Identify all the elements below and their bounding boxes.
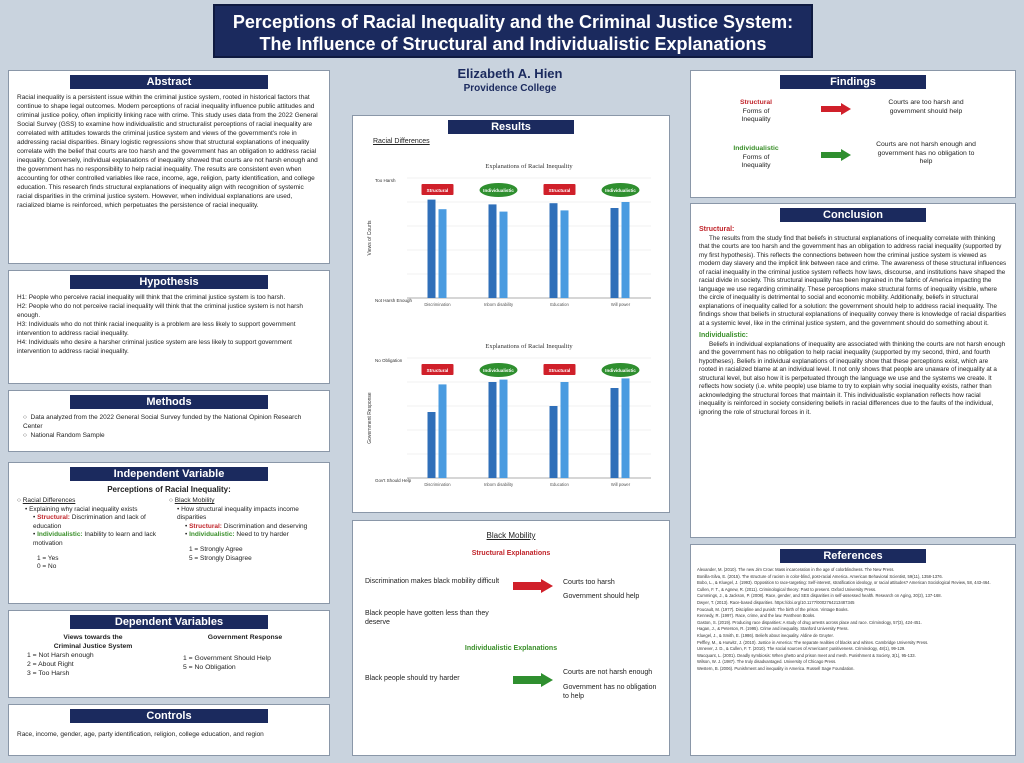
independent-subtitle: Perceptions of Racial Inequality:: [107, 485, 231, 494]
structural-heading: Structural Explanations: [471, 550, 551, 557]
references-list: [691, 567, 1015, 672]
results-panel: [352, 115, 670, 513]
abstract-panel: [8, 70, 330, 264]
bar: [428, 200, 436, 298]
courts-chart: [361, 148, 661, 328]
poster-title: [213, 4, 813, 58]
bar: [500, 380, 508, 478]
racial-differences-col: ○ Racial Differences • Explaining why racial inequality exists • Structural: Discrimination and lack of education • Individualistic: Inability to learn and lack motivation 1 = Yes 0 = No: [17, 497, 156, 571]
findings-individual-label: Individualistic: [733, 145, 779, 152]
hypothesis-heading: Hypothesis: [70, 275, 268, 289]
hypothesis-item: H2: People who do not perceive racial inequality will think that the criminal justice system is not harsh enough.: [17, 303, 303, 319]
conclusion-heading: Conclusion: [780, 208, 926, 222]
hypothesis-panel: [8, 270, 330, 384]
dependent-panel: Dependent Variables Views towards the Criminal Justice System 1 = Not Harsh enough 2 = About Right 3 = Too Harsh Government Response 1 = Government Should Help 5 = No Obligation: [8, 610, 330, 698]
abstract-text: Racial inequality is a persistent issue within the criminal justice system, rooted in historical factors that continue to shape legal outcomes. Modern perceptions of racial inequality influence public attitudes and criminal justice policy, often implicitly linking race with crime. This study uses data from the 2022 General Social Survey (GSS) to examine how individualistic and structuralist perceptions of racial inequality are correlated with attitudes towards the criminal justice system and views of the government's role in addressing racial disparities. Binary logistic regressions show that structural explanations of inequality correlate with the belief that courts are too harsh and the government has an obligation to address racial inequality. Conversely, individual explanations of inequality showed that courts are not harsh enough and the government has no responsibility to help racial inequality. The results are consistent even when accounting for other controlled variables like race, income, age, religion, party identification, and college education. This research finds structural explanations of inequality align with recognition of systemic racial disparities in the criminal justice system. However, when individual explanations are used, racialized blame is reinforced, which perpetuates the persistence of racial inequality.: [17, 94, 318, 209]
bar: [561, 382, 569, 478]
black-mobility-heading: Black Mobility: [486, 531, 536, 540]
controls-text: Race, income, gender, age, party identification, religion, college education, and region: [17, 731, 264, 738]
x-tick-label: Inborn disability: [483, 302, 514, 307]
abstract-heading: Abstract: [70, 75, 268, 89]
hypothesis-item: H3: Individuals who do not think racial inequality is a problem are less likely to support government intervention to address racial inequality.: [17, 321, 296, 337]
reference-item: Foucault, M. (1977). Discipline and punish: The birth of the prison. Vintage Books.: [697, 606, 849, 612]
methods-item: ○ National Random Sample: [23, 432, 105, 439]
reference-item: Wilson, W. J. (1987). The truly disadvantaged. University of Chicago Press.: [697, 659, 837, 665]
x-tick-label: Will power: [610, 482, 631, 487]
bm-structural-out-2: Government should help: [563, 593, 640, 600]
reference-item: Kennedy, R. (1997). Race, crime, and the law. Pantheon Books.: [697, 613, 816, 619]
x-tick-label: Inborn disability: [483, 482, 514, 487]
reference-item: Cullen, F. T., & Agnew, R. (2011). Criminological theory: Past to present. Oxford University Press.: [697, 586, 877, 592]
findings-structural-label: Structural: [739, 99, 773, 106]
bm-structural-out-1: Courts too harsh: [563, 579, 615, 586]
x-tick-label: Discrimination: [424, 302, 451, 307]
bm-structural-1: Discrimination makes black mobility difficult: [365, 578, 500, 585]
reference-item: Bonilla-Silva, E. (2015). The structure of racism in color-blind, post-racial America. American Behavioral Scientist, 59(11), 1358-1376.: [697, 573, 943, 579]
x-tick-label: Education: [550, 482, 569, 487]
bar: [550, 203, 558, 298]
methods-panel: [8, 390, 330, 452]
methods-heading: Methods: [70, 395, 268, 409]
x-tick-label: Education: [550, 302, 569, 307]
green-arrow-icon: [513, 673, 553, 687]
callout-label: Structural: [426, 368, 449, 373]
callout-label: Structural: [426, 188, 449, 193]
red-arrow-icon: [821, 103, 851, 115]
structural-callout: [422, 184, 454, 195]
independent-heading: Independent Variable: [70, 467, 268, 481]
bullet-icon: ○: [17, 497, 23, 504]
controls-panel: [8, 704, 330, 756]
conclusion-individual-text: Beliefs in individual explanations of inequality are associated with thinking the courts are not harsh enough and the government has no obligation to help racial inequality (supported by my second, third, and fourth hypotheses). Beliefs in individual explanations of inequality show that these perceptions exist, which are rooted in racialized blame at an individual level. It not only shows that people are unaware of inequality at a structural level, but also how it is perpetuated through the language we use and the systems we create. It reflects how society (i.e. white people) use blame to try to explain why social inequality exists, rather than acknowledging the structural forces that maintain it. This individualistic explanation reflects how racial inequality is reinforced in society considering beliefs in racial differences due to the faults of the individual, ignoring the role of structural forces in it.: [699, 340, 1006, 416]
y-tick-top: Too Harsh: [375, 178, 396, 183]
individualistic-callout: [480, 183, 518, 197]
chart-title: Explanations of Racial Inequality: [485, 163, 573, 170]
reference-item: Western, B. (2006). Punishment and inequality in America. Russell Sage Foundation.: [697, 665, 855, 671]
bar: [550, 406, 558, 478]
callout-label: Structural: [548, 368, 571, 373]
findings-individual-out: Courts are not harsh enough and government has no obligation to help: [876, 141, 976, 165]
bar: [428, 412, 436, 478]
y-axis-label: Views of Courts: [367, 220, 373, 256]
bar: [500, 212, 508, 298]
bar: [489, 382, 497, 478]
findings-structural-out: Courts are too harsh and government should help: [888, 99, 964, 115]
title-line-1: Perceptions of Racial Inequality and the Criminal Justice System:: [232, 12, 794, 32]
bullet-icon: ○: [23, 432, 31, 439]
author-name: Elizabeth A. Hien: [457, 66, 563, 81]
green-arrow-icon: [821, 149, 851, 161]
hypothesis-item: H1: People who perceive racial inequality will think that the criminal justice system is too harsh.: [17, 294, 286, 301]
reference-item: Dwyer, T. (2013). Race-based disparities. https://doi.org/10.1177/0002764213487345: [697, 599, 855, 605]
author-block: [410, 66, 610, 94]
references-heading: References: [780, 549, 926, 563]
bar: [611, 208, 619, 298]
bar: [622, 378, 630, 478]
reference-item: Alexander, M. (2010). The new Jim Crow: Mass incarceration in the age of colorblindness. The New Press.: [697, 567, 895, 572]
y-tick-top: No Obligation: [375, 358, 403, 363]
reference-item: Kluegel, J., & Smith, E. (1986). Beliefs about inequality. Aldine de Gruyter.: [697, 632, 834, 638]
black-mobility-panel: [352, 520, 670, 756]
structural-callout: [422, 364, 454, 375]
conclusion-individual-title: Individualistic:: [699, 332, 749, 339]
callout-label: Individualistic: [483, 368, 514, 373]
bar: [439, 209, 447, 298]
reference-item: Wacquant, L. (2001). Deadly symbiosis: When ghetto and prison meet and mesh. Punishment & Society, 3(1), 95-133.: [697, 652, 916, 658]
y-tick-bottom: Gov't Should Help: [375, 478, 412, 483]
individualistic-callout: [602, 183, 640, 197]
references-panel: [690, 544, 1016, 756]
callout-label: Structural: [548, 188, 571, 193]
structural-callout: [544, 364, 576, 375]
reference-item: Gaston, S. (2019). Producing race disparities: A study of drug arrests across place and race. Criminology, 57(3), 424-451.: [697, 619, 922, 625]
y-tick-bottom: Not Harsh Enough: [375, 298, 413, 303]
individualistic-callout: [480, 363, 518, 377]
government-chart: [361, 328, 661, 508]
callout-label: Individualistic: [605, 368, 636, 373]
individualistic-heading: Individualistic Explanations: [464, 645, 558, 652]
title-line-2: The Influence of Structural and Individualistic Explanations: [259, 34, 767, 54]
conclusion-structural-title: Structural:: [699, 226, 735, 233]
bm-individual-out-1: Courts are not harsh enough: [563, 669, 653, 676]
y-axis-label: Government Response: [367, 392, 373, 444]
bar: [439, 384, 447, 478]
callout-label: Individualistic: [483, 188, 514, 193]
bar: [489, 204, 497, 298]
individualistic-callout: [602, 363, 640, 377]
x-tick-label: Will power: [610, 302, 631, 307]
results-heading: Results: [448, 120, 574, 134]
bar: [611, 388, 619, 478]
structural-callout: [544, 184, 576, 195]
bm-individual-1: Black people should try harder: [365, 675, 460, 682]
reference-item: Bobo, L., & Kluegel, J. (1993). Opposition to race-targeting: Self-interest, stratification ideology, or racial attitudes? American Sociological Review, 58, 443-464.: [697, 580, 991, 586]
reference-item: Cummings, J., & Jackson, P. (2008). Race, gender, and SES disparities in self-assessed health. Research on Aging, 30(2), 137-168.: [697, 593, 942, 599]
bm-structural-2: Black people have gotten less than they deserve: [365, 610, 489, 626]
black-mobility-col: ○ Black Mobility • How structural inequality impacts income disparities • Structural: Discrimination and deserving • Individualistic: Need to try harder 1 = Strongly Agree 5 = Strongly Disagree: [169, 497, 308, 562]
bullet-icon: ○: [169, 497, 175, 504]
methods-item: ○ Data analyzed from the 2022 General Social Survey funded by the National Opinion Research Center: [23, 414, 302, 430]
conclusion-panel: [690, 203, 1016, 538]
bar: [561, 210, 569, 298]
reference-item: Peffley, M., & Hurwitz, J. (2010). Justice in America: The separate realities of blacks and whites. Cambridge University Press.: [697, 639, 929, 645]
findings-heading: Findings: [780, 75, 926, 89]
findings-panel: Findings Structural Forms of Inequality Courts are too harsh and government should help Individualistic Forms of Inequality Courts are not harsh enough and government has no obligation to help: [690, 70, 1016, 198]
dependent-heading: Dependent Variables: [70, 615, 268, 629]
author-college: Providence College: [463, 83, 557, 94]
independent-panel: [8, 462, 330, 604]
red-arrow-icon: [513, 579, 553, 593]
bm-individual-out-2: Government has no obligation to help: [563, 684, 657, 700]
bar: [622, 202, 630, 298]
x-tick-label: Discrimination: [424, 482, 451, 487]
results-subheading: Racial Differences: [373, 138, 430, 145]
reference-item: Unnever, J. D., & Cullen, F. T. (2010). The social sources of Americans' punitiveness. Criminology, 48(1), 99-129.: [697, 646, 906, 652]
reference-item: Hagan, J., & Peterson, R. (1995). Crime and inequality. Stanford University Press.: [697, 626, 849, 632]
chart-title: Explanations of Racial Inequality: [485, 343, 573, 350]
conclusion-structural-text: The results from the study find that beliefs in structural explanations of inequality correlate with thinking that the courts are too harsh and the government has an obligation to address racial inequality (supported by my first hypothesis). This reflects the connections between how the criminal justice system is viewed as modern day slavery and the implicit link between race and crime. The awareness of these structural influences of racial inequality in the criminal justice system reflects how laws, discourse, and institutions have shaped the racial divide in society. This structural inequality has been ingrained in the fabric of America impacting the language we use regarding criminality. These perceptions make structural forms of inequality visible, where the circle of inequality is detrimental to social and economic mobility. Additionally, beliefs in structural explanations of inequality called for a solution: the government should help to address racial inequality. The findings show that beliefs in structural explanations of inequality convey there is knowledge of racial disparities at a systemic level, like in the criminal justice system, and the government should do something about it.: [699, 234, 1007, 327]
callout-label: Individualistic: [605, 188, 636, 193]
bullet-icon: ○: [23, 414, 31, 421]
hypothesis-list: [9, 293, 329, 356]
controls-heading: Controls: [70, 709, 268, 723]
hypothesis-item: H4: Individuals who desire a harsher criminal justice system are less likely to support government intervention to address racial inequality.: [17, 339, 292, 355]
